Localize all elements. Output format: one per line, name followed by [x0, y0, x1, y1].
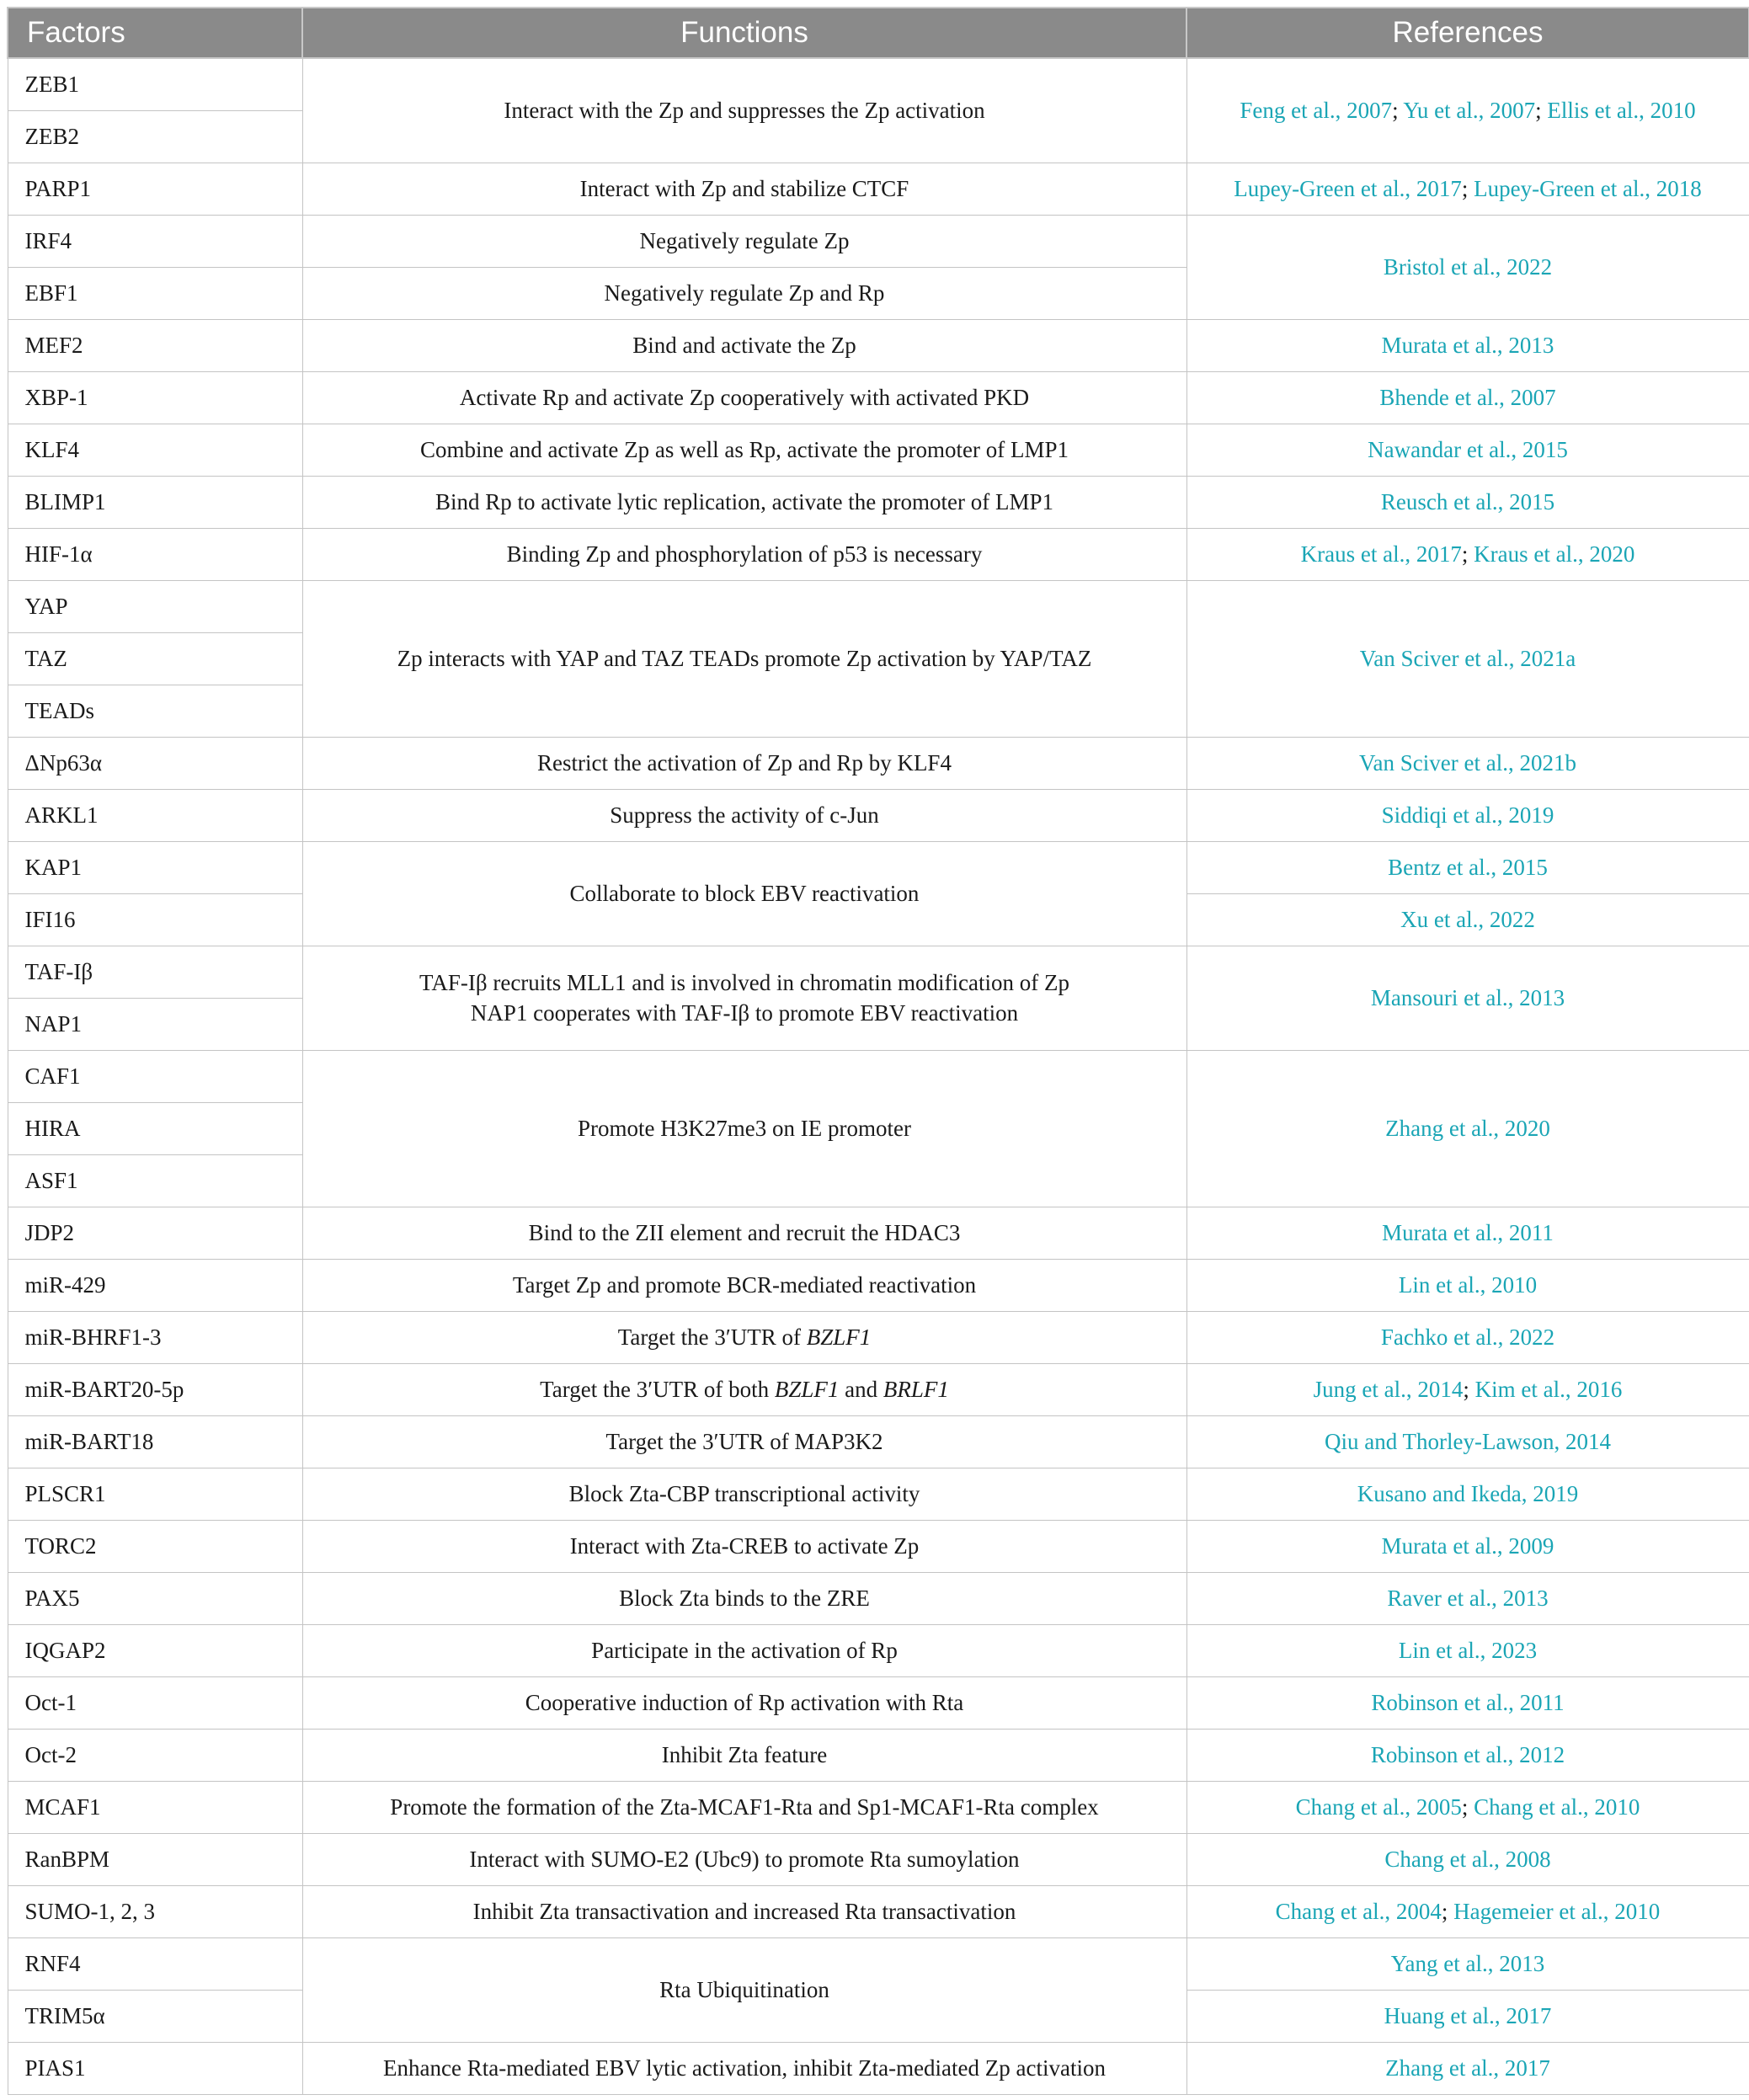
- factor-cell: Oct-1: [8, 1676, 302, 1729]
- table-row: [8, 1781, 1749, 1833]
- factor-cell: BLIMP1: [8, 476, 302, 528]
- function-cell: [302, 841, 1186, 946]
- references-cell: [1186, 424, 1749, 476]
- factor-cell: PAX5: [8, 1572, 302, 1624]
- function-text: Target the 3′UTR of MAP3K2: [605, 1428, 883, 1454]
- function-cell: [302, 1624, 1186, 1676]
- factor-cell: ASF1: [8, 1154, 302, 1207]
- reference-link[interactable]: Siddiqi et al., 2019: [1381, 802, 1554, 828]
- references-cell: [1186, 1729, 1749, 1781]
- function-text: Cooperative induction of Rp activation with Rta: [525, 1689, 964, 1715]
- reference-link[interactable]: Chang et al., 2004: [1275, 1898, 1442, 1924]
- references-cell: [1186, 580, 1749, 737]
- references-cell: [1186, 789, 1749, 841]
- reference-link[interactable]: Yang et al., 2013: [1390, 1950, 1545, 1976]
- reference-link[interactable]: Kraus et al., 2020: [1474, 541, 1635, 567]
- table-row: [8, 841, 1749, 893]
- reference-link[interactable]: Chang et al., 2008: [1384, 1846, 1551, 1872]
- references-cell: [1186, 1937, 1749, 1990]
- reference-link[interactable]: Van Sciver et al., 2021b: [1359, 749, 1576, 776]
- references-cell: [1186, 1624, 1749, 1676]
- references-cell: [1186, 1676, 1749, 1729]
- factor-cell: MCAF1: [8, 1781, 302, 1833]
- function-cell: [302, 1833, 1186, 1885]
- reference-link[interactable]: Bhende et al., 2007: [1379, 384, 1556, 410]
- function-text: Bind Rp to activate lytic replication, activate the promoter of LMP1: [435, 488, 1054, 514]
- reference-link[interactable]: Van Sciver et al., 2021a: [1359, 645, 1576, 671]
- references-cell: [1186, 215, 1749, 319]
- references-cell: [1186, 319, 1749, 371]
- function-cell: [302, 580, 1186, 737]
- references-cell: [1186, 1311, 1749, 1363]
- function-cell: [302, 946, 1186, 1050]
- table-row: [8, 1885, 1749, 1937]
- function-text: Rta Ubiquitination: [659, 1976, 829, 2002]
- function-text: Block Zta-CBP transcriptional activity: [568, 1480, 920, 1506]
- references-cell: [1186, 841, 1749, 893]
- factor-cell: miR-BART20-5p: [8, 1363, 302, 1415]
- reference-link[interactable]: Qiu and Thorley-Lawson, 2014: [1325, 1428, 1611, 1454]
- table-row: [8, 1050, 1749, 1102]
- function-text: Zp interacts with YAP and TAZ TEADs promote Zp activation by YAP/TAZ: [397, 645, 1092, 671]
- references-cell: [1186, 476, 1749, 528]
- factor-cell: XBP-1: [8, 371, 302, 424]
- function-cell: [302, 58, 1186, 163]
- function-cell: [302, 1676, 1186, 1729]
- table-row: [8, 789, 1749, 841]
- references-cell: Kraus et al., 2017; Kraus et al., 2020: [1186, 528, 1749, 580]
- table-row: [8, 1207, 1749, 1259]
- table-row: [8, 1311, 1749, 1363]
- table-row: [8, 476, 1749, 528]
- header-references: References: [1186, 8, 1749, 58]
- function-cell: [302, 1468, 1186, 1520]
- factor-cell: YAP: [8, 580, 302, 632]
- function-cell: [302, 163, 1186, 215]
- function-cell: [302, 1415, 1186, 1468]
- function-cell: [302, 528, 1186, 580]
- table-row: [8, 946, 1749, 998]
- function-cell: [302, 1937, 1186, 2042]
- function-cell: [302, 789, 1186, 841]
- function-text: Suppress the activity of c-Jun: [610, 802, 879, 828]
- factor-cell: miR-BHRF1-3: [8, 1311, 302, 1363]
- function-text: Interact with Zp and stabilize CTCF: [579, 175, 909, 201]
- factor-cell: TAZ: [8, 632, 302, 685]
- factor-cell: ΔNp63α: [8, 737, 302, 789]
- function-text: BZLF1: [806, 1324, 872, 1350]
- references-cell: Chang et al., 2005; Chang et al., 2010: [1186, 1781, 1749, 1833]
- reference-link[interactable]: Fachko et al., 2022: [1380, 1324, 1555, 1350]
- reference-link[interactable]: Murata et al., 2011: [1382, 1219, 1554, 1245]
- reference-link[interactable]: Huang et al., 2017: [1384, 2002, 1552, 2028]
- function-cell: [302, 737, 1186, 789]
- function-cell: [302, 1729, 1186, 1781]
- header-functions: Functions: [302, 8, 1186, 58]
- function-cell: [302, 2042, 1186, 2094]
- factor-cell: MEF2: [8, 319, 302, 371]
- function-text: Interact with Zta-CREB to activate Zp: [569, 1532, 920, 1559]
- factor-cell: IQGAP2: [8, 1624, 302, 1676]
- function-text: Negatively regulate Zp and Rp: [604, 280, 885, 306]
- function-cell: [302, 424, 1186, 476]
- reference-link[interactable]: Kraus et al., 2017: [1300, 541, 1462, 567]
- factor-cell: NAP1: [8, 998, 302, 1050]
- function-cell: [302, 1259, 1186, 1311]
- reference-link[interactable]: Ellis et al., 2010: [1547, 98, 1696, 124]
- factor-cell: ZEB1: [8, 58, 302, 110]
- reference-link[interactable]: Kim et al., 2016: [1474, 1376, 1623, 1402]
- function-text: Collaborate to block EBV reactivation: [569, 880, 920, 906]
- function-text: Negatively regulate Zp: [639, 227, 850, 253]
- function-text: Activate Rp and activate Zp cooperatively with activated PKD: [459, 384, 1030, 410]
- factor-cell: PIAS1: [8, 2042, 302, 2094]
- reference-link[interactable]: Bristol et al., 2022: [1383, 253, 1553, 280]
- reference-link[interactable]: Murata et al., 2013: [1381, 332, 1554, 358]
- factors-table: [7, 7, 1749, 2095]
- reference-link[interactable]: Xu et al., 2022: [1400, 906, 1535, 932]
- table-row: [8, 215, 1749, 267]
- factor-cell: ZEB2: [8, 110, 302, 163]
- factor-cell: RanBPM: [8, 1833, 302, 1885]
- table-row: [8, 1572, 1749, 1624]
- function-cell: [302, 1781, 1186, 1833]
- references-cell: [1186, 1050, 1749, 1207]
- function-cell: [302, 267, 1186, 319]
- factor-cell: EBF1: [8, 267, 302, 319]
- table-row: [8, 1937, 1749, 1990]
- reference-link[interactable]: Zhang et al., 2017: [1385, 2055, 1550, 2081]
- reference-link[interactable]: Zhang et al., 2020: [1385, 1115, 1550, 1141]
- function-cell: [302, 1885, 1186, 1937]
- references-cell: Chang et al., 2004; Hagemeier et al., 2010: [1186, 1885, 1749, 1937]
- references-cell: [1186, 946, 1749, 1050]
- factor-cell: TEADs: [8, 685, 302, 737]
- table-row: [8, 1729, 1749, 1781]
- function-text: Binding Zp and phosphorylation of p53 is necessary: [506, 541, 983, 567]
- table-body: [8, 58, 1749, 2094]
- function-text: Combine and activate Zp as well as Rp, activate the promoter of LMP1: [419, 436, 1069, 462]
- function-text: BRLF1: [882, 1376, 949, 1402]
- header-factors: Factors: [8, 8, 302, 58]
- function-text: TAF-Iβ recruits MLL1 and is involved in chromatin modification of Zp: [419, 969, 1069, 995]
- factor-cell: miR-429: [8, 1259, 302, 1311]
- reference-link[interactable]: Jung et al., 2014: [1313, 1376, 1464, 1402]
- reference-link[interactable]: Murata et al., 2009: [1381, 1532, 1554, 1559]
- references-cell: [1186, 1415, 1749, 1468]
- references-cell: [1186, 737, 1749, 789]
- function-text: Target Zp and promote BCR-mediated reactivation: [512, 1271, 977, 1298]
- function-cell: [302, 371, 1186, 424]
- factor-cell: TRIM5α: [8, 1990, 302, 2042]
- reference-link[interactable]: Lupey-Green et al., 2017: [1234, 175, 1462, 201]
- function-cell: [302, 1363, 1186, 1415]
- references-cell: [1186, 371, 1749, 424]
- factor-cell: JDP2: [8, 1207, 302, 1259]
- factor-cell: PARP1: [8, 163, 302, 215]
- function-text: Enhance Rta-mediated EBV lytic activation, inhibit Zta-mediated Zp activation: [383, 2055, 1106, 2081]
- table-row: [8, 1676, 1749, 1729]
- header-row: [8, 8, 1749, 58]
- function-cell: [302, 1572, 1186, 1624]
- factor-cell: TAF-Iβ: [8, 946, 302, 998]
- table-row: [8, 424, 1749, 476]
- table-row: [8, 1624, 1749, 1676]
- references-cell: [1186, 1259, 1749, 1311]
- table-row: [8, 1468, 1749, 1520]
- table-row: [8, 1259, 1749, 1311]
- factor-cell: IFI16: [8, 893, 302, 946]
- function-text: Bind to the ZII element and recruit the HDAC3: [528, 1219, 961, 1245]
- table-row: [8, 580, 1749, 632]
- table-row: [8, 1833, 1749, 1885]
- reference-link[interactable]: Robinson et al., 2012: [1370, 1741, 1565, 1767]
- reference-link[interactable]: Kusano and Ikeda, 2019: [1357, 1480, 1579, 1506]
- table-row: [8, 1415, 1749, 1468]
- function-text: Interact with the Zp and suppresses the Zp activation: [504, 98, 985, 124]
- function-text: NAP1 cooperates with TAF-Iβ to promote EBV reactivation: [470, 1000, 1019, 1026]
- factor-cell: KLF4: [8, 424, 302, 476]
- function-text: Block Zta binds to the ZRE: [619, 1585, 870, 1611]
- factor-cell: TORC2: [8, 1520, 302, 1572]
- function-text: Promote H3K27me3 on IE promoter: [578, 1115, 911, 1141]
- function-text: Interact with SUMO-E2 (Ubc9) to promote Rta sumoylation: [469, 1846, 1020, 1872]
- references-cell: [1186, 1520, 1749, 1572]
- function-cell: [302, 1520, 1186, 1572]
- factor-cell: HIRA: [8, 1102, 302, 1154]
- function-cell: [302, 215, 1186, 267]
- references-cell: [1186, 2042, 1749, 2094]
- references-cell: Jung et al., 2014; Kim et al., 2016: [1186, 1363, 1749, 1415]
- function-text: and: [839, 1376, 883, 1402]
- table-row: [8, 1363, 1749, 1415]
- function-text: Restrict the activation of Zp and Rp by KLF4: [537, 749, 952, 776]
- factor-cell: ARKL1: [8, 789, 302, 841]
- references-cell: Lupey-Green et al., 2017; Lupey-Green et al., 2018: [1186, 163, 1749, 215]
- function-cell: [302, 1207, 1186, 1259]
- function-cell: [302, 1050, 1186, 1207]
- table-row: [8, 737, 1749, 789]
- factor-cell: RNF4: [8, 1937, 302, 1990]
- reference-link[interactable]: Reusch et al., 2015: [1380, 488, 1555, 514]
- reference-link[interactable]: Yu et al., 2007: [1403, 98, 1536, 124]
- reference-link[interactable]: Raver et al., 2013: [1387, 1585, 1549, 1611]
- references-cell: [1186, 1572, 1749, 1624]
- reference-link[interactable]: Robinson et al., 2011: [1371, 1689, 1565, 1715]
- references-cell: [1186, 893, 1749, 946]
- function-text: Promote the formation of the Zta-MCAF1-Rta and Sp1-MCAF1-Rta complex: [390, 1794, 1099, 1820]
- reference-link[interactable]: Lupey-Green et al., 2018: [1474, 175, 1702, 201]
- reference-link[interactable]: Lin et al., 2010: [1398, 1271, 1538, 1298]
- factor-cell: SUMO-1, 2, 3: [8, 1885, 302, 1937]
- factor-cell: miR-BART18: [8, 1415, 302, 1468]
- references-cell: [1186, 1990, 1749, 2042]
- reference-link[interactable]: Bentz et al., 2015: [1388, 854, 1548, 880]
- function-text: Participate in the activation of Rp: [591, 1637, 898, 1663]
- function-cell: [302, 476, 1186, 528]
- references-cell: Feng et al., 2007; Yu et al., 2007; Ellis et al., 2010: [1186, 58, 1749, 163]
- references-cell: [1186, 1833, 1749, 1885]
- function-text: Target the 3′UTR of both: [540, 1376, 775, 1402]
- reference-link[interactable]: Chang et al., 2010: [1474, 1794, 1640, 1820]
- table-row: [8, 163, 1749, 215]
- table-row: [8, 2042, 1749, 2094]
- table-row: [8, 319, 1749, 371]
- table-row: [8, 58, 1749, 110]
- reference-link[interactable]: Mansouri et al., 2013: [1370, 984, 1565, 1010]
- references-cell: [1186, 1468, 1749, 1520]
- reference-link[interactable]: Lin et al., 2023: [1398, 1637, 1538, 1663]
- reference-link[interactable]: Feng et al., 2007: [1240, 98, 1393, 124]
- function-text: Target the 3′UTR of: [617, 1324, 807, 1350]
- reference-link[interactable]: Chang et al., 2005: [1295, 1794, 1462, 1820]
- table-row: [8, 1520, 1749, 1572]
- references-cell: [1186, 1207, 1749, 1259]
- factor-cell: HIF-1α: [8, 528, 302, 580]
- function-text: BZLF1: [774, 1376, 840, 1402]
- function-text: Inhibit Zta feature: [661, 1741, 828, 1767]
- factor-cell: PLSCR1: [8, 1468, 302, 1520]
- factor-cell: CAF1: [8, 1050, 302, 1102]
- function-text: Inhibit Zta transactivation and increased Rta transactivation: [472, 1898, 1016, 1924]
- reference-link[interactable]: Hagemeier et al., 2010: [1453, 1898, 1661, 1924]
- factor-cell: Oct-2: [8, 1729, 302, 1781]
- function-cell: [302, 319, 1186, 371]
- table-row: [8, 371, 1749, 424]
- table-row: [8, 528, 1749, 580]
- function-text: Bind and activate the Zp: [632, 332, 856, 358]
- factor-cell: IRF4: [8, 215, 302, 267]
- factor-cell: KAP1: [8, 841, 302, 893]
- function-cell: [302, 1311, 1186, 1363]
- reference-link[interactable]: Nawandar et al., 2015: [1368, 436, 1568, 462]
